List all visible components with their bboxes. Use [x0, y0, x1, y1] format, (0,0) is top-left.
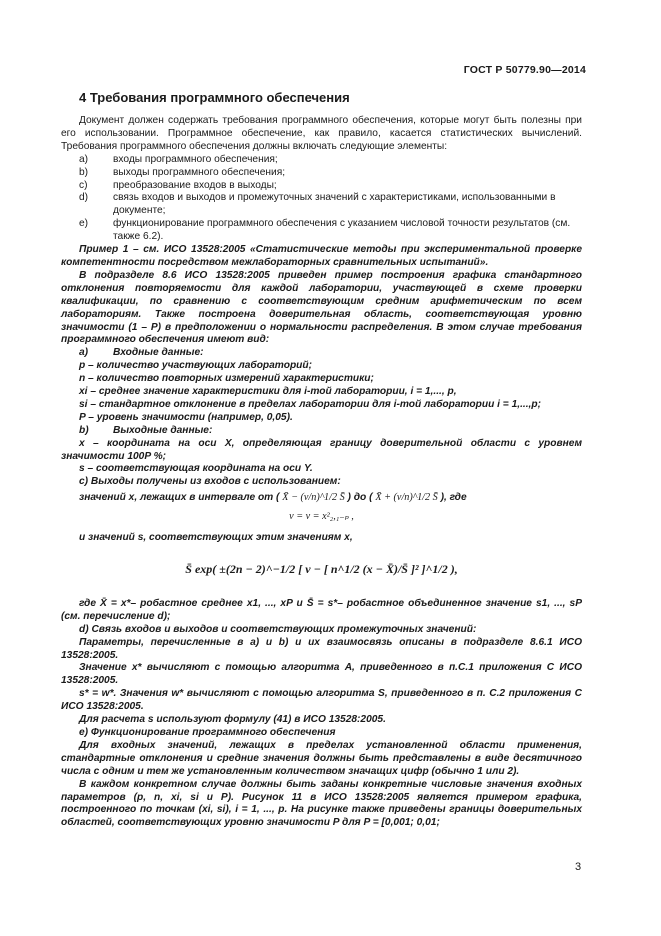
nu-formula-text: ν = ν = x²₂,₁₋ₚ , — [289, 511, 354, 523]
example-description: В подразделе 8.6 ИСО 13528:2005 приведен пример построения графика стандартного отклонения повторяемости для каждой лаборатории, участвующей в схеме проверки квалификации, по сравнению с соответствующим средним арифметическим по всем лабораториям. Также построена доверительная область, соответствующая уровню значимости (1 – P) в предположении о нормальности распределения. В этом случае требования программного обеспечения имеют вид: — [61, 269, 582, 346]
relation-heading: d) Связь входов и выходов и соответствующих промежуточных значений: — [79, 623, 477, 635]
function-item: В каждом конкретном случае должны быть заданы конкретные числовые значения входных параметров (p, n, xi, si и P). Рисунок 11 в ИСО 13528:2005 является примером графика, построенного по точкам (xi, si), i = 1, ..., p. На рисунке также приведены границы доверительных областей, соответствующих уровню значимости P для P = [0,001; 0,01; — [61, 778, 582, 829]
section-title: 4 Требования программного обеспечения — [79, 90, 350, 105]
input-item: si – стандартное отклонение в пределах лаборатории для i-той лаборатории i = 1,...,p; — [79, 398, 542, 410]
s-values-line: и значений s, соответствующих этим значениям x, — [79, 532, 353, 544]
list-marker: a) — [79, 347, 89, 359]
list-item — [61, 192, 582, 218]
document-body — [61, 115, 582, 830]
list-marker: d) — [79, 192, 89, 204]
list-item — [61, 218, 582, 244]
outputs-heading — [61, 425, 582, 438]
where-explanation: где X̄ = x*– робастное среднее x1, ..., xP и S̄ = s*– робастное объединенное значение s1, ..., sP (см. перечисление d); — [61, 597, 582, 622]
input-item: P – уровень значимости (например, 0,05). — [79, 411, 293, 423]
nu-formula — [61, 511, 582, 524]
interval-end-text: ), где — [440, 492, 467, 504]
interval-text: значений x, лежащих в интервале от ( — [79, 492, 280, 504]
list-marker: b) — [79, 424, 89, 436]
relation-item: Параметры, перечисленные в a) и b) и их взаимосвязь описаны в подразделе 8.6.1 ИСО 13528:2005. — [61, 636, 582, 661]
example-title: Пример 1 – см. ИСО 13528:2005 «Статистические методы при экспериментальной проверке компетентности посредством межлабораторных сравнительных испытаний». — [61, 244, 582, 268]
output-item: x – координата на оси X, определяющая границу доверительной области с уровнем значимости 100P %; — [61, 437, 582, 462]
intro-paragraph: Документ должен содержать требования программного обеспечения, которые могут быть полезны при его использовании. Программное обеспечение, как правило, касается статистических вычислений. Требования программного обеспечения должны включать следующие элементы: — [61, 115, 582, 152]
list-marker: c) — [79, 179, 88, 191]
inputs-heading — [61, 347, 582, 360]
requirements-list — [61, 154, 582, 244]
list-item-text: функционирование программного обеспечения с указанием числовой точности результатов (см. также 6.2). — [113, 218, 571, 243]
confidence-formula: S̄ exp( ±(2n − 2)^−1/2 [ ν − [ n^1/2 (x − X̄)/S̄ ]² ]^1/2 ), — [185, 562, 458, 576]
list-item-text: связь входов и выходов и промежуточных значений с характеристиками, использованными в документе; — [113, 192, 556, 217]
list-item — [61, 180, 582, 193]
page-number: 3 — [575, 861, 582, 873]
list-item — [61, 167, 582, 180]
list-marker: b) — [79, 166, 89, 178]
interval-mid-text: ) до ( — [347, 492, 373, 504]
relation-item: Значение x* вычисляют с помощью алгоритма А, приведенного в п.С.1 приложения С ИСО 13528:2005. — [61, 662, 582, 687]
relation-item: s* = w*. Значения w* вычисляют с помощью алгоритма S, приведенного в п. С.2 приложения С ИСО 13528:2005. — [61, 688, 582, 713]
output-item: s – соответствующая координата на оси Y. — [79, 463, 313, 475]
list-item-text: преобразование входов в выходы; — [113, 179, 277, 191]
relation-item: Для расчета s используют формулу (41) в ИСО 13528:2005. — [79, 714, 386, 726]
list-item-text: выходы программного обеспечения; — [113, 166, 286, 178]
outputs-title: Выходные данные: — [113, 424, 213, 436]
example-block — [61, 244, 582, 830]
list-item-text: входы программного обеспечения; — [113, 153, 278, 165]
list-marker: a) — [79, 153, 89, 165]
function-item: Для входных значений, лежащих в пределах установленной области применения, стандартные отклонения и средние значения должны быть представлены в виде десятичного числа с одним и тем же установленным количеством значащих цифр (обычно 1 или 2). — [61, 739, 582, 777]
list-marker: e) — [79, 218, 89, 230]
inputs-title: Входные данные: — [113, 347, 204, 359]
transform-heading: c) Выходы получены из входов с использованием: — [79, 476, 341, 488]
interval-lower-formula: X̄ − (ν/n)^1/2 S̄ — [282, 492, 345, 504]
function-heading: e) Функционирование программного обеспечения — [79, 726, 336, 738]
input-item: xi – среднее значение характеристики для i-той лаборатории, i = 1,..., p, — [79, 386, 457, 398]
interval-line — [61, 492, 582, 505]
document-code: ГОСТ Р 50779.90—2014 — [463, 64, 586, 76]
interval-upper-formula: X̄ + (ν/n)^1/2 S̄ — [375, 492, 438, 504]
input-item: n – количество повторных измерений характеристики; — [79, 373, 374, 385]
input-item: p – количество участвующих лабораторий; — [79, 360, 313, 372]
list-item — [61, 154, 582, 167]
